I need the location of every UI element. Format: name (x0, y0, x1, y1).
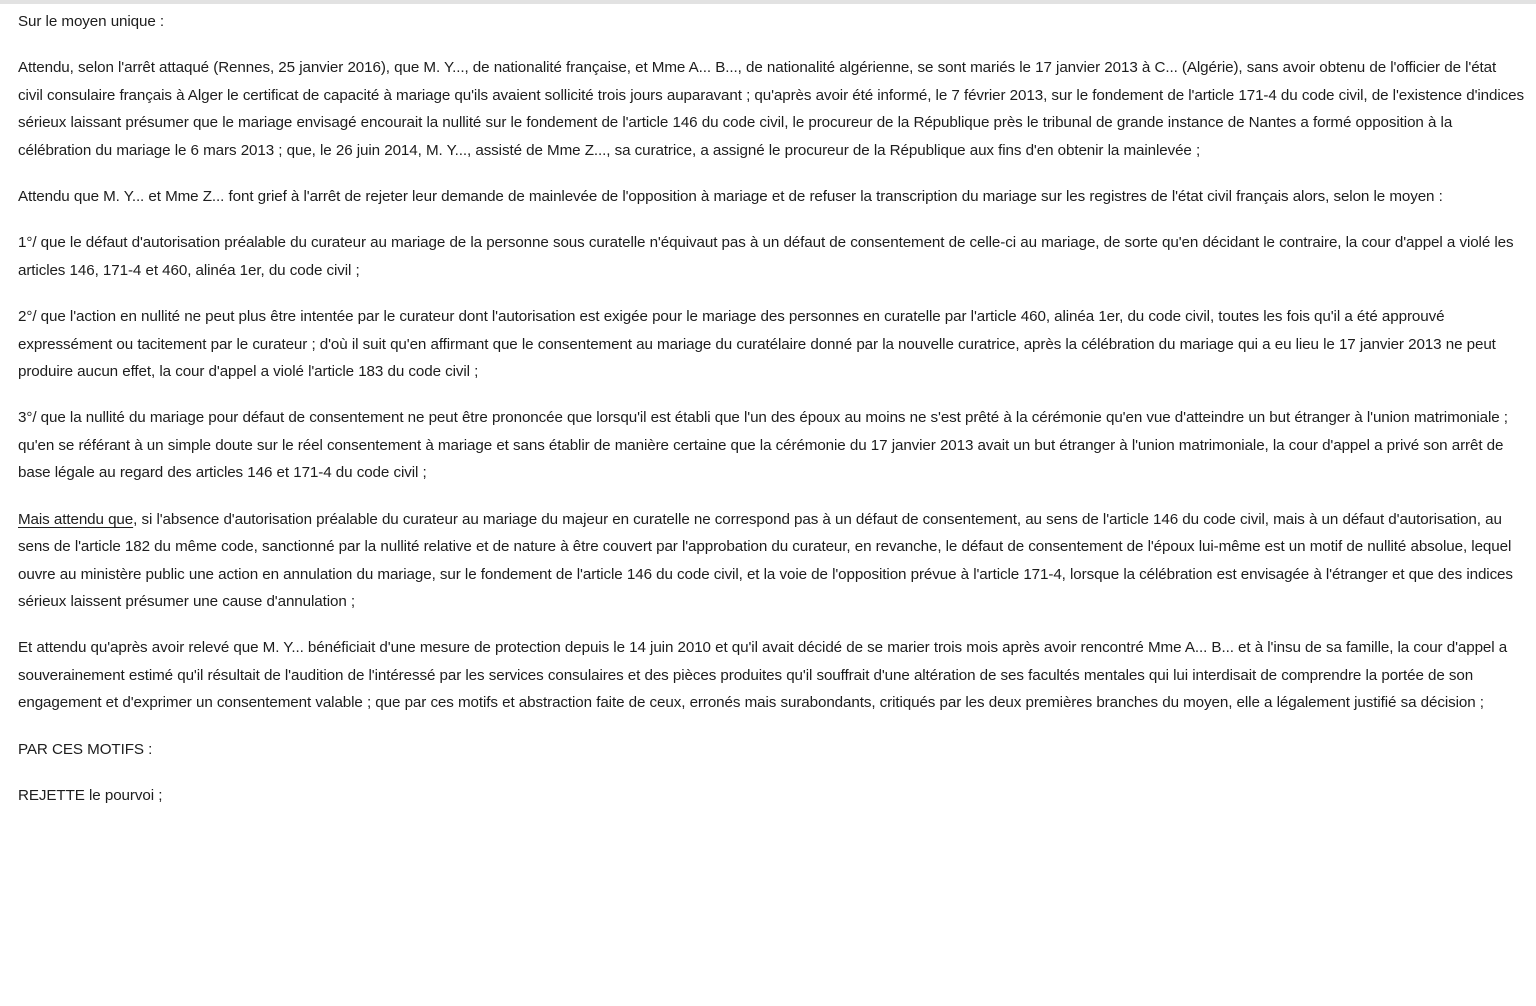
mais-attendu-que-lead: Mais attendu que (18, 510, 134, 528)
paragraph-par-ces-motifs: PAR CES MOTIFS : (18, 740, 153, 758)
paragraph-attendu-faits: Attendu, selon l'arrêt attaqué (Rennes, 25 janvier 2016), que M. Y..., de nationalité française, et Mme A... B..., de nationalité algérienne, se sont mariés le 17 janvier 2013 à C... (Algérie), sans avoir obtenu de l'officier de l'état civil consulaire français à Alger le certificat de capacité à mariage qu'ils avaient sollicité trois jours auparavant ; qu'après avoir été informé, le 7 février 2013, sur le fondement de l'article 171-4 du code civil, de l'existence d'indices sérieux laissant présumer que le mariage envisagé encourait la nullité sur le fondement de l'article 146 du code civil, le procureur de la République près le tribunal de grande instance de Nantes a formé opposition à la célébration du mariage le 6 mars 2013 ; que, le 26 juin 2014, M. Y..., assisté de Mme Z..., sa curatrice, a assigné le procureur de la République aux fins d'en obtenir la mainlevée ; (18, 59, 1524, 159)
paragraph-attendu-grief: Attendu que M. Y... et Mme Z... font grief à l'arrêt de rejeter leur demande de mainlevée de l'opposition à mariage et de refuser la transcription du mariage sur les registres de l'état civil français alors, selon le moyen : (18, 188, 1443, 206)
paragraph-moyen-branche-2: 2°/ que l'action en nullité ne peut plus être intentée par le curateur dont l'autorisation est exigée pour le mariage des personnes en curatelle par l'article 460, alinéa 1er, du code civil, toutes les fois qu'il a été approuvé expressément ou tacitement par le curateur ; d'où il suit qu'en affirmant que le consentement au mariage du curatélaire donné par la nouvelle curatrice, après la célébration du mariage qui a eu lieu le 17 janvier 2013 ne peut produire aucun effet, la cour d'appel a violé l'article 183 du code civil ; (18, 308, 1496, 381)
paragraph-moyen-branche-3: 3°/ que la nullité du mariage pour défaut de consentement ne peut être prononcée que lorsqu'il est établi que l'un des époux au moins ne s'est prêté à la cérémonie qu'en vue d'atteindre un but étranger à l'union matrimoniale ; qu'en se référant à un simple doute sur le réel consentement à mariage et sans établir de manière certaine que la cérémonie du 17 janvier 2013 avait un but étranger à l'union matrimoniale, la cour d'appel a privé son arrêt de base légale au regard des articles 146 et 171-4 du code civil ; (18, 409, 1508, 482)
paragraph-et-attendu-motifs: Et attendu qu'après avoir relevé que M. Y... bénéficiait d'une mesure de protection depuis le 14 juin 2010 et qu'il avait décidé de se marier trois mois après avoir rencontré Mme A... B... et à l'insu de sa famille, la cour d'appel a souverainement estimé qu'il résultait de l'audition de l'intéressé par les services consulaires et des pièces produites qu'il souffrait d'une altération de ses facultés mentales qui lui interdisait de comprendre la portée de son engagement et d'exprimer un consentement valable ; que par ces motifs et abstraction faite de ceux, erronés mais surabondants, critiqués par les deux premières branches du moyen, elle a légalement justifié sa décision ; (18, 639, 1508, 712)
paragraph-rejette: REJETTE le pourvoi ; (18, 786, 163, 804)
paragraph-heading-moyen-unique: Sur le moyen unique : (18, 13, 165, 30)
document-body (0, 4, 1536, 809)
paragraph-mais-attendu-que (18, 506, 1525, 616)
mais-attendu-que-rest: , si l'absence d'autorisation préalable du curateur au mariage du majeur en curatelle ne correspond pas à un défaut de consentement, au sens de l'article 146 du code civil, mais à un défaut d'autorisation, au sens de l'article 182 du même code, sanctionné par la nullité relative et de nature à être couvert par l'approbation du curateur, en revanche, le défaut de consentement de l'époux lui-même est un motif de nullité absolue, lequel ouvre au ministère public une action en annulation du mariage, sur le fondement de l'article 146 du code civil, et la voie de l'opposition prévue à l'article 171-4, lorsque la célébration est envisagée à l'étranger et que des indices sérieux laissent présumer une cause d'annulation ; (18, 510, 1513, 610)
paragraph-moyen-branche-1: 1°/ que le défaut d'autorisation préalable du curateur au mariage de la personne sous curatelle n'équivaut pas à un défaut de consentement de celle-ci au mariage, de sorte qu'en décidant le contraire, la cour d'appel a violé les articles 146, 171-4 et 460, alinéa 1er, du code civil ; (18, 234, 1514, 279)
